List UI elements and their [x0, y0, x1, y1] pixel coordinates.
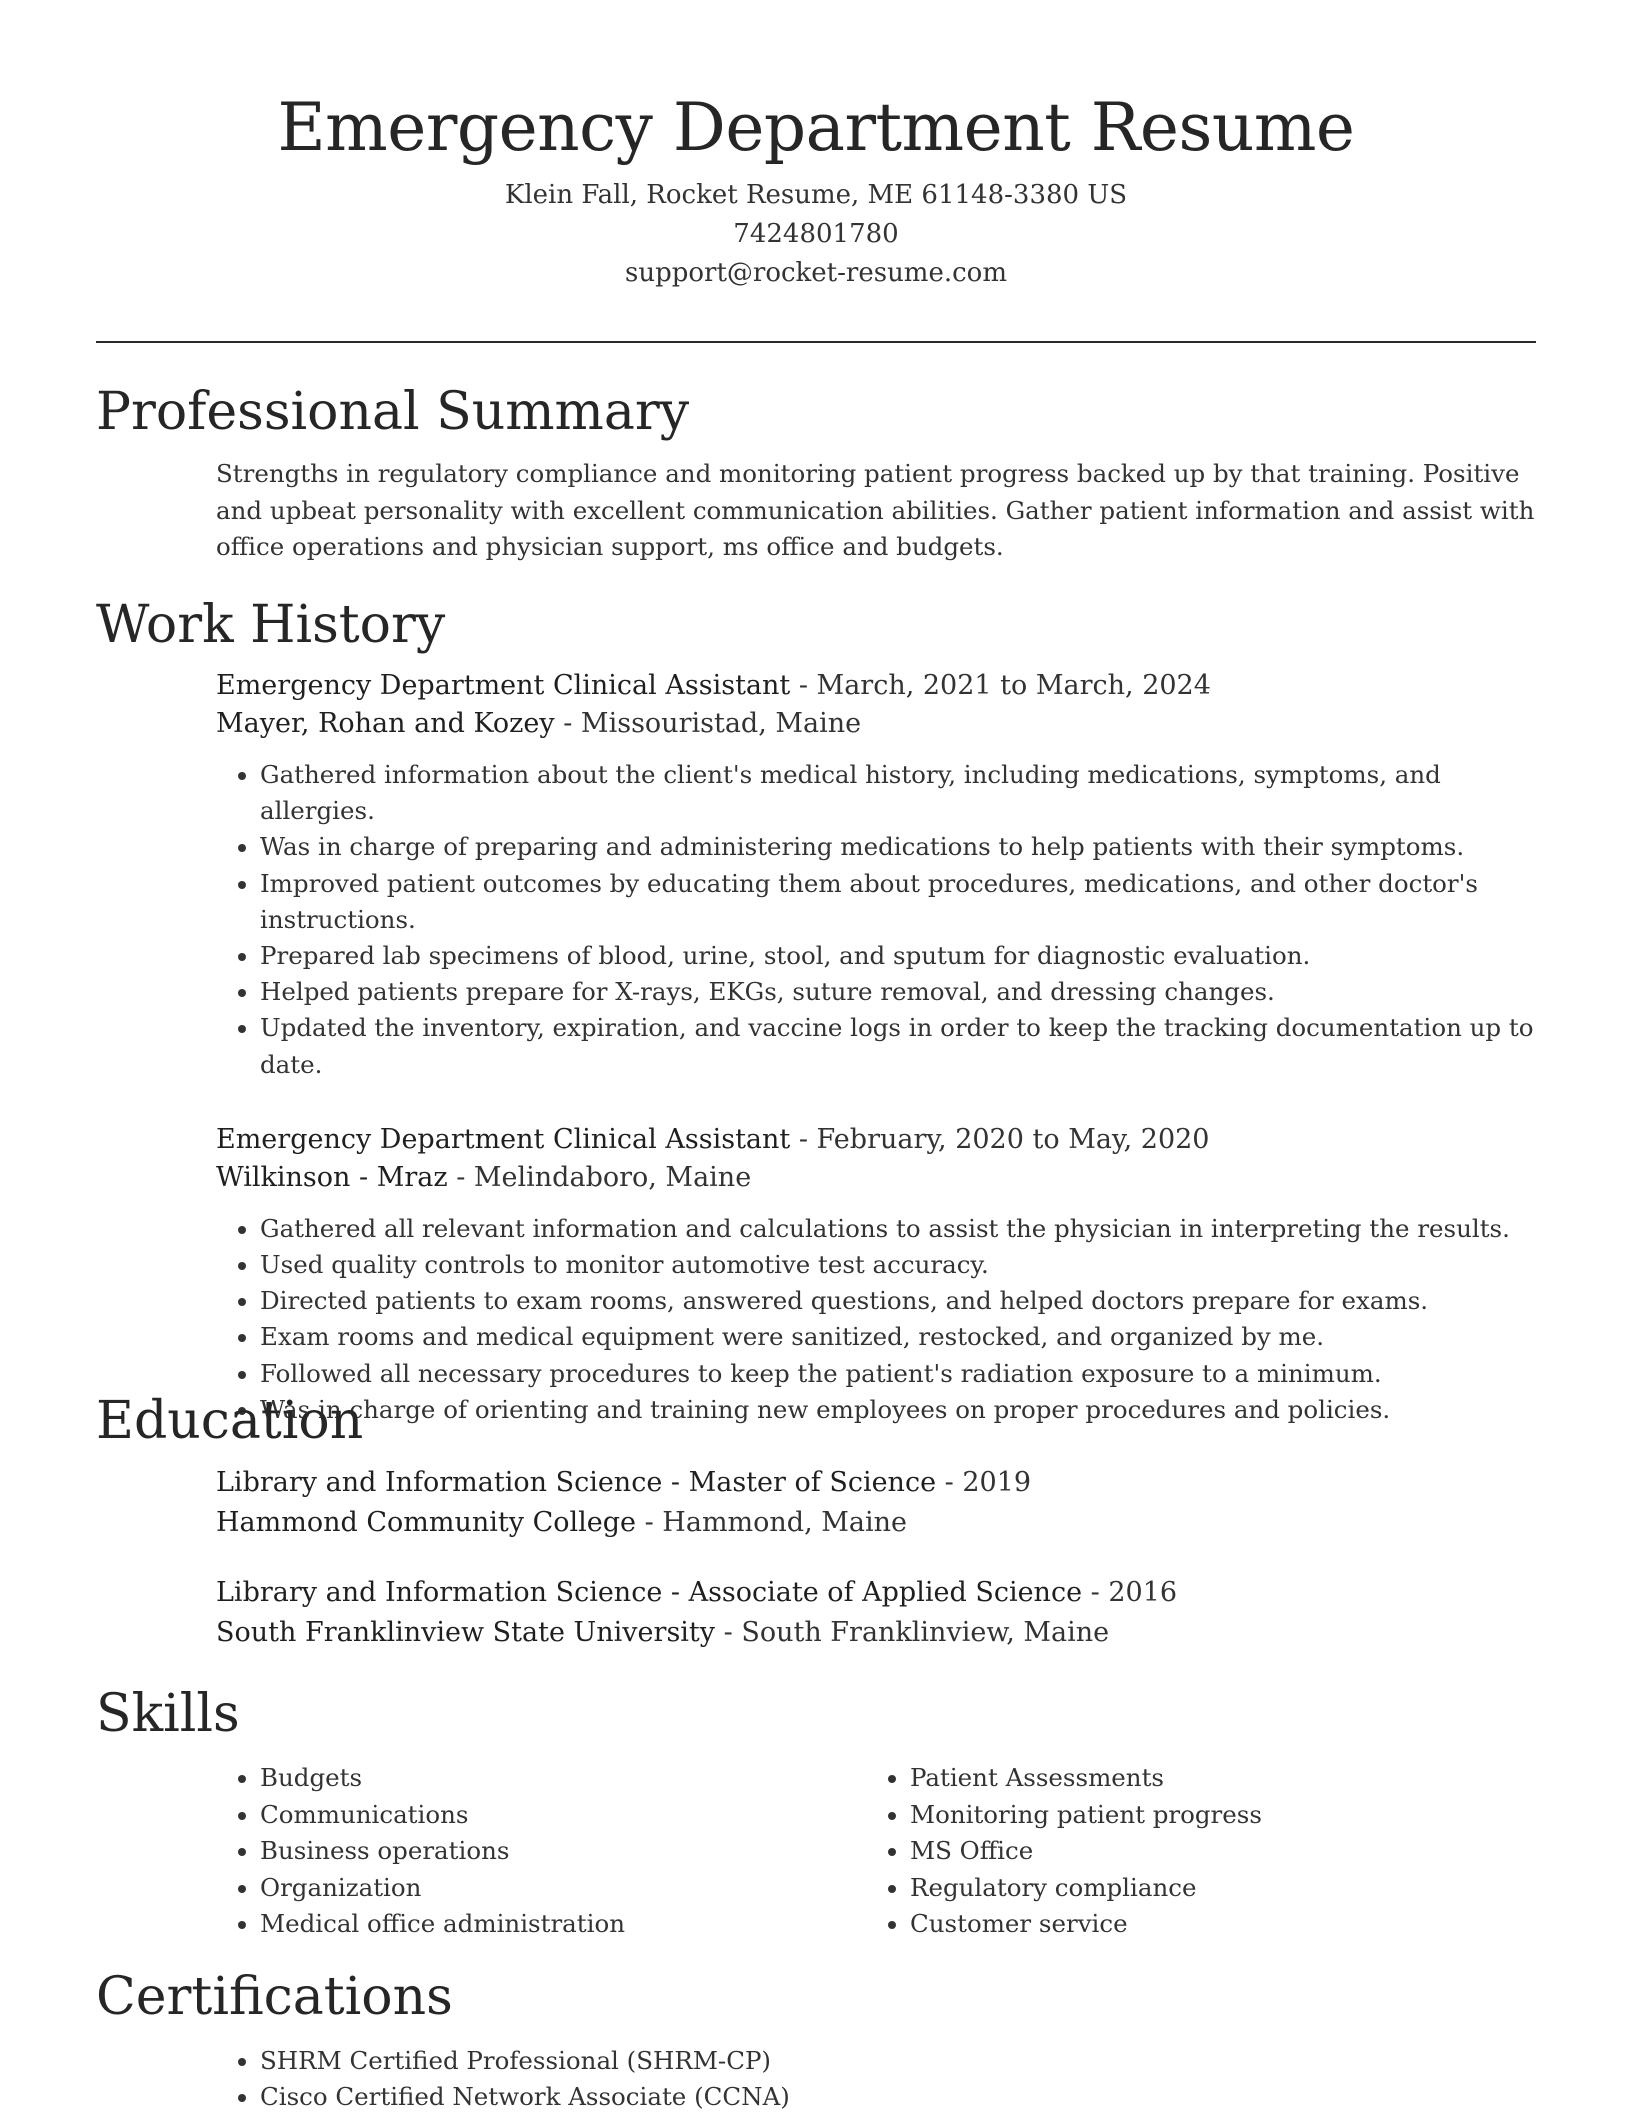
education-list [216, 1463, 1536, 1653]
education-section [96, 1391, 1536, 1653]
skill-item: • Business operations [260, 1833, 866, 1870]
education-entry [216, 1463, 1536, 1543]
skill-item: • Budgets [260, 1760, 866, 1797]
education-location: - South Franklinview, Maine [715, 1617, 1110, 1648]
job-title-line [216, 1121, 1536, 1159]
job-dates: - March, 2021 to March, 2024 [790, 670, 1211, 701]
education-year: - 2016 [1082, 1577, 1178, 1608]
education-school-line [216, 1503, 1536, 1543]
header-divider [96, 341, 1536, 343]
job-bullet: • Exam rooms and medical equipment were sanitized, restocked, and organized by me. [260, 1319, 1536, 1355]
skills-list [216, 1760, 1536, 1943]
job-bullet: • Improved patient outcomes by educating them about procedures, medications, and other doctor's instructions. [260, 866, 1536, 938]
job-entry [216, 1121, 1536, 1428]
job-bullet: • Was in charge of preparing and administering medications to help patients with their symptoms. [260, 829, 1536, 865]
job-company: Wilkinson - Mraz [216, 1161, 448, 1193]
education-degree: Library and Information Science - Associate of Applied Science [216, 1577, 1083, 1608]
skills-section [96, 1684, 1536, 1943]
education-school-line [216, 1613, 1536, 1653]
contact-info [0, 176, 1632, 293]
education-degree-line [216, 1573, 1536, 1613]
job-bullet: • Gathered information about the client's medical history, including medications, symptoms, and allergies. [260, 757, 1536, 829]
resume-title: Emergency Department Resume [277, 89, 1355, 166]
education-location: - Hammond, Maine [636, 1507, 907, 1538]
certifications-section [96, 1967, 1536, 2115]
skill-item: • Medical office administration [260, 1906, 866, 1943]
skills-column-right [866, 1760, 1516, 1943]
skill-item: • Customer service [910, 1906, 1516, 1943]
job-company: Mayer, Rohan and Kozey [216, 708, 555, 739]
job-company-line [216, 1159, 1536, 1197]
job-bullet: • Directed patients to exam rooms, answered questions, and helped doctors prepare for exams. [260, 1283, 1536, 1319]
job-list [216, 667, 1536, 1428]
section-title-education: Education [96, 1391, 364, 1451]
work-history-section [96, 595, 1536, 1428]
job-entry [216, 667, 1536, 1083]
education-year: - 2019 [936, 1467, 1032, 1498]
address: Klein Fall, Rocket Resume, ME 61148-3380 US [504, 180, 1128, 210]
job-bullet: • Updated the inventory, expiration, and vaccine logs in order to keep the tracking documentation up to date. [260, 1010, 1536, 1082]
resume-header [0, 0, 1632, 293]
education-entry [216, 1573, 1536, 1653]
skill-item: • Patient Assessments [910, 1760, 1516, 1797]
job-company-line [216, 705, 1536, 743]
certifications-list [216, 2043, 1536, 2115]
section-title-work-history: Work History [96, 595, 446, 655]
phone: 7424801780 [733, 219, 899, 249]
job-bullet: • Gathered all relevant information and calculations to assist the physician in interpreting the results. [260, 1211, 1536, 1247]
summary-text: Strengths in regulatory compliance and monitoring patient progress backed up by that training. Positive and upbeat personality with excellent communication abilities. Gather patient information and assist with office operations and physician support, ms office and budgets. [216, 459, 1535, 561]
section-title-summary: Professional Summary [96, 382, 690, 442]
job-bullet: • Used quality controls to monitor automotive test accuracy. [260, 1247, 1536, 1283]
education-degree-line [216, 1463, 1536, 1503]
skills-column-left [216, 1760, 866, 1943]
certification-item: • Cisco Certified Network Associate (CCNA) [260, 2079, 1536, 2115]
job-position: Emergency Department Clinical Assistant [216, 670, 791, 701]
job-dates: - February, 2020 to May, 2020 [790, 1123, 1210, 1155]
skill-item: • Monitoring patient progress [910, 1797, 1516, 1834]
education-degree: Library and Information Science - Master of Science [216, 1467, 937, 1498]
email: support@rocket-resume.com [624, 258, 1007, 288]
job-location: - Melindaboro, Maine [447, 1161, 752, 1193]
job-bullets [216, 757, 1536, 1083]
job-bullet: • Followed all necessary procedures to keep the patient's radiation exposure to a minimum. [260, 1356, 1536, 1392]
summary-section [96, 382, 1536, 566]
job-bullet: • Helped patients prepare for X-rays, EKGs, suture removal, and dressing changes. [260, 974, 1536, 1010]
section-title-certifications: Certifications [96, 1967, 453, 2027]
job-bullet: • Was in charge of orienting and training new employees on proper procedures and policies. [260, 1392, 1536, 1428]
skill-item: • Regulatory compliance [910, 1870, 1516, 1907]
certification-item: • SHRM Certified Professional (SHRM-CP) [260, 2043, 1536, 2079]
section-title-skills: Skills [96, 1684, 240, 1744]
job-title-line [216, 667, 1536, 705]
job-bullet: • Prepared lab specimens of blood, urine, stool, and sputum for diagnostic evaluation. [260, 938, 1536, 974]
education-school: Hammond Community College [216, 1507, 637, 1538]
job-position: Emergency Department Clinical Assistant [216, 1123, 791, 1155]
skill-item: • Organization [260, 1870, 866, 1907]
skill-item: • MS Office [910, 1833, 1516, 1870]
skill-item: • Communications [260, 1797, 866, 1834]
education-school: South Franklinview State University [216, 1617, 716, 1648]
job-location: - Missouristad, Maine [554, 708, 862, 739]
